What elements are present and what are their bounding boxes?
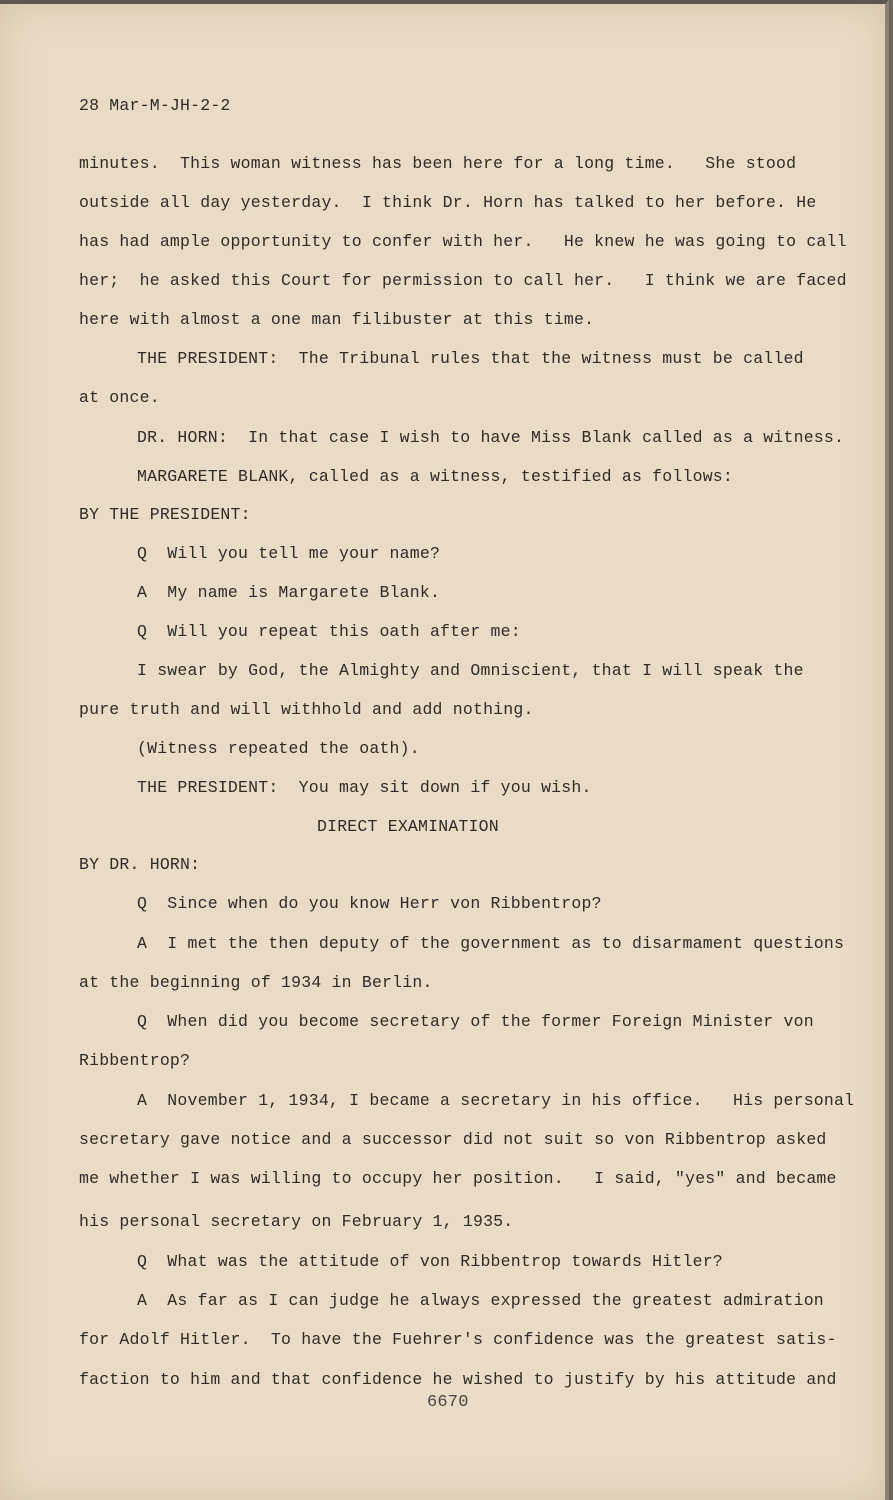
text-line: A I met the then deputy of the government as to disarmament questions bbox=[137, 934, 845, 953]
text-line: BY DR. HORN: bbox=[79, 855, 201, 874]
text-line: at once. bbox=[79, 388, 160, 407]
text-line: has had ample opportunity to confer with her. He knew he was going to call bbox=[79, 232, 847, 251]
text-line: minutes. This woman witness has been here for a long time. She stood bbox=[79, 154, 797, 173]
text-line: her; he asked this Court for permission to call her. I think we are faced bbox=[79, 271, 847, 290]
text-line: Q Will you tell me your name? bbox=[137, 544, 441, 563]
text-line: DR. HORN: In that case I wish to have Miss Blank called as a witness. bbox=[137, 428, 845, 447]
section-heading: DIRECT EXAMINATION bbox=[317, 817, 499, 836]
text-line: here with almost a one man filibuster at this time. bbox=[79, 310, 595, 329]
text-line: Q Will you repeat this oath after me: bbox=[137, 622, 521, 641]
text-line: outside all day yesterday. I think Dr. Horn has talked to her before. He bbox=[79, 193, 817, 212]
text-line: at the beginning of 1934 in Berlin. bbox=[79, 973, 433, 992]
page-header: 28 Mar-M-JH-2-2 bbox=[79, 96, 231, 115]
text-line: me whether I was willing to occupy her position. I said, "yes" and became bbox=[79, 1169, 837, 1188]
text-line: A November 1, 1934, I became a secretary in his office. His personal bbox=[137, 1091, 855, 1110]
text-line: his personal secretary on February 1, 1935. bbox=[79, 1212, 514, 1231]
text-line: Q What was the attitude of von Ribbentrop towards Hitler? bbox=[137, 1252, 723, 1271]
text-line: secretary gave notice and a successor did not suit so von Ribbentrop asked bbox=[79, 1130, 827, 1149]
text-line: (Witness repeated the oath). bbox=[137, 739, 420, 758]
page-number: 6670 bbox=[427, 1393, 469, 1412]
text-line: A My name is Margarete Blank. bbox=[137, 583, 441, 602]
text-line: THE PRESIDENT: The Tribunal rules that the witness must be called bbox=[137, 349, 804, 368]
text-line: for Adolf Hitler. To have the Fuehrer's confidence was the greatest satis- bbox=[79, 1330, 837, 1349]
text-line: Ribbentrop? bbox=[79, 1051, 191, 1070]
text-line: A As far as I can judge he always expressed the greatest admiration bbox=[137, 1291, 824, 1310]
text-line: pure truth and will withhold and add nothing. bbox=[79, 700, 534, 719]
text-line: I swear by God, the Almighty and Omniscient, that I will speak the bbox=[137, 661, 804, 680]
text-line: MARGARETE BLANK, called as a witness, testified as follows: bbox=[137, 467, 733, 486]
text-line: faction to him and that confidence he wished to justify by his attitude and bbox=[79, 1370, 837, 1389]
text-line: Q When did you become secretary of the former Foreign Minister von bbox=[137, 1012, 814, 1031]
text-line: Q Since when do you know Herr von Ribbentrop? bbox=[137, 894, 602, 913]
text-line: THE PRESIDENT: You may sit down if you wish. bbox=[137, 778, 592, 797]
text-line: BY THE PRESIDENT: bbox=[79, 505, 251, 524]
